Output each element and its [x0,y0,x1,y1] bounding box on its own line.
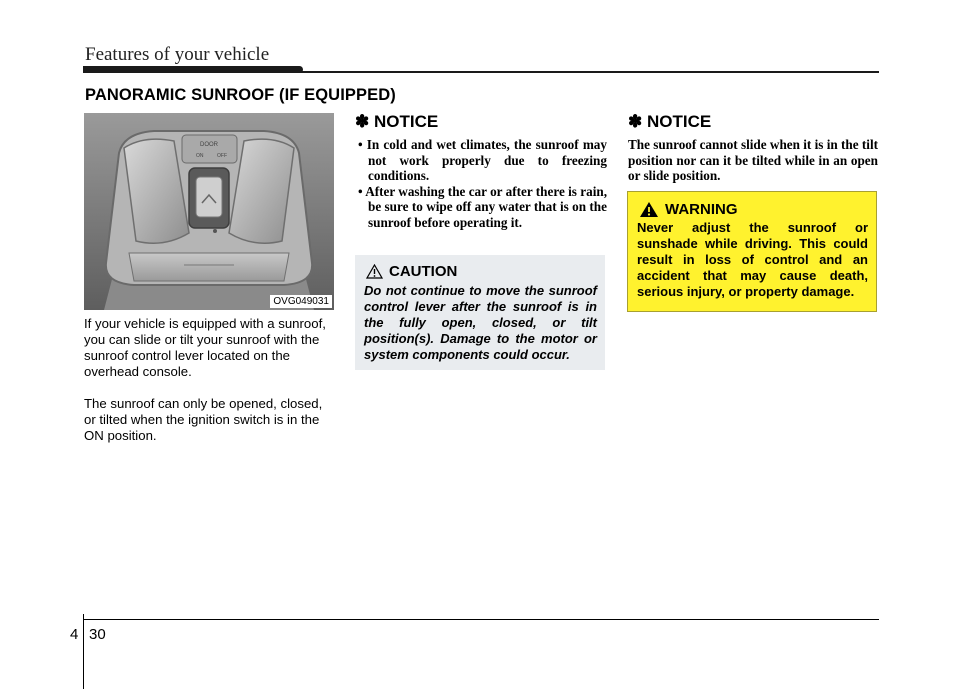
notice-heading: ✽ NOTICE [355,112,439,131]
section-title: PANORAMIC SUNROOF (IF EQUIPPED) [85,86,396,104]
header-title: Features of your vehicle [85,44,270,65]
caution-triangle-icon [366,264,383,279]
warning-triangle-icon [639,201,659,218]
notice-heading: ✽ NOTICE [628,112,712,131]
svg-text:DOOR: DOOR [200,142,218,148]
overhead-console-photo [84,113,334,310]
svg-text:OFF: OFF [217,153,227,159]
header-rule [83,71,879,73]
warning-box [627,191,877,312]
list-item: • In cold and wet climates, the sunroof may not work properly due to freezing conditions. [358,137,607,183]
warning-text: Never adjust the sunroof or sunshade while driving. This could result in loss of control and an accident that may cause death, serious injury, or property damage. [637,220,868,299]
chapter-number: 4 [70,626,79,643]
footer-rule [83,619,879,620]
page-number: 30 [89,626,106,643]
warning-heading: WARNING [665,201,738,218]
caution-box [355,255,605,370]
ignition-paragraph: The sunroof can only be opened, closed, or tilted when the ignition switch is in the ON position. [84,396,323,443]
notice-text: The sunroof cannot slide when it is in the tilt position nor can it be tilted while in an open or slide position. [628,137,878,183]
intro-paragraph: If your vehicle is equipped with a sunroof, you can slide or tilt your sunroof with the sunroof control lever located on the overhead console. [84,316,326,379]
caution-header [366,263,597,280]
svg-text:ON: ON [196,153,204,159]
caution-text: Do not continue to move the sunroof control lever after the sunroof is in the fully open, closed, or tilt position(s). Damage to the motor or system components could occur. [364,283,597,362]
caution-heading: CAUTION [389,263,458,280]
footer-divider [83,614,84,689]
notice-list [355,137,607,230]
warning-header [639,201,868,218]
overhead-console-illustration [84,113,334,310]
figure-label: OVG049031 [270,295,332,308]
list-item: • After washing the car or after there is rain, be sure to wipe off any water that is on the sunroof before operating it. [358,183,607,230]
